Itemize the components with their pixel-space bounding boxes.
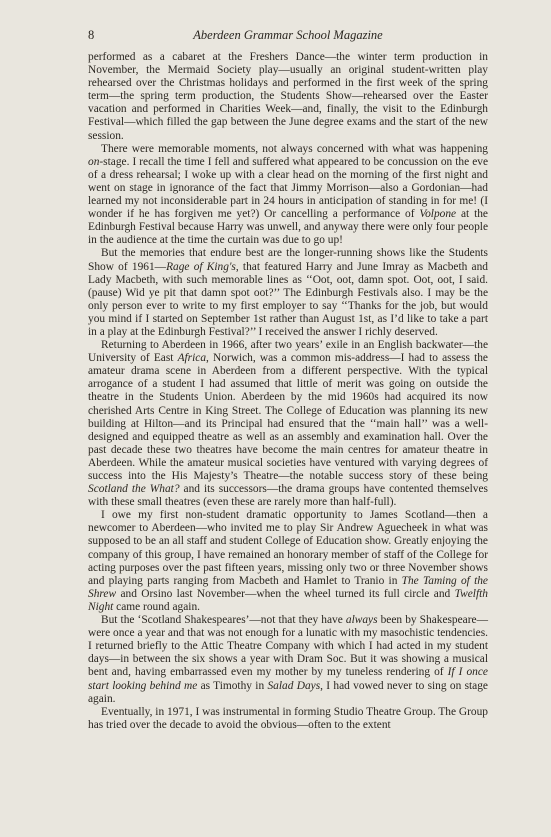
italic-title-text: Rage of King's [166,260,236,273]
text-run: been by Shakespeare—were once a year and that was not enough for a lunatic with my masochistic tendencies. I returned briefly to the Attic Theatre Company with which I had acted in my student days—in between the six shows a year with Dram Soc. But it was showing a musical bent and, having embarrassed even my mother by my tuneless rendering of [88,614,488,679]
text-run: and Orsino last November—when the wheel turned its full circle and [116,587,455,600]
text-run: , Norwich, was a common mis-address—I had to assess the amateur drama scene in Aberdeen from a different perspective. With the typical arrogance of a student I had assumed that little of merit was going on outside the theatre in the Students Union. Aberdeen by the mid 1960s had acquired its now cherished Arts Centre in King Street. The College of Education was planning its new building at Hilton—and its Principal had ensured that the ‘‘main hall’’ was a well-designed and equipped theatre as well as an assembly and examination hall. Over the past decade these two theatres have become the main centres for amateur theatre in Aberdeen. While the amateur musical societies have ventured with varying degrees of success into the His Majesty’s Theatre—the notable success story of these being [88,352,488,482]
article-body [88,51,488,732]
italic-title-text: always [345,614,378,627]
paragraph [88,247,488,339]
text-run: and its successors—the drama groups have contented themselves with these small theatres (even these are rarely more than half-full). [88,483,488,509]
text-run: , I had vowed never to sing on stage again. [88,679,488,705]
italic-title-text: on [88,155,100,168]
text-run: at the Edinburgh Festival because Harry was unwell, and anyway there were only four people in the audience at the time the curtain was due to go up! [88,208,488,247]
text-run: I owe my first non-student dramatic opportunity to James Scotland—then a newcomer to Aberdeen—who invited me to play Sir Andrew Aguecheek in what was supposed to be an all staff and student College of Education show. Greatly enjoying the company of this group, I have remained an honorary member of staff of the College for acting purposes over the past fifteen years, missing only two or three November shows and playing parts ranging from Macbeth and Hamlet to Tranio in [88,509,488,587]
text-run: as Timothy in [197,679,268,692]
paragraph [88,143,488,248]
page-number: 8 [88,28,95,42]
italic-title-text: Africa [177,352,207,365]
text-run: Eventually, in 1971, I was instrumental in forming Studio Theatre Group. The Group has tried over the decade to avoid the obvious—often to the extent [88,705,489,731]
page-header [88,28,488,44]
italic-title-text: Volpone [419,208,457,221]
italic-title-text: Scotland the What? [88,483,180,496]
text-run: , that featured Harry and June Imray as Macbeth and Lady Macbeth, with such memorable lines as ‘‘Oot, oot, damn spot. Oot, oot, I said. (pause) Wid ye pit that damn spot oot?’’ The Edinburgh Festivals also. I may be the only person ever to write to my first employer to say ‘‘Thanks for the job, but would you mind if I started on September 1st rather than August 1st, as I’d like to take a part in a play at the Edinburgh Festival?’’ I received the answer I richly deserved. [88,260,488,338]
italic-title-text: Twelfth Night [88,587,488,613]
italic-title-text: The Taming of the Shrew [88,574,488,600]
text-run: -stage. I recall the time I fell and suffered what appeared to be concussion on the eve of a dress rehearsal; I woke up with a clear head on the morning of the first night and went on stage in ignorance of the fact that Jimmy Morrison—also a Gordonian—had learned my not inconsiderable part in 24 hours in anticipation of standing in for me! (I wonder if he has forgiven me yet?) Or cancelling a performance of [88,155,488,221]
italic-title-text: If I once start looking behind me [88,666,488,692]
paragraph [88,51,488,143]
text-run: But the ‘Scotland Shakespeares’—not that they have [101,614,346,627]
text-run: Returning to Aberdeen in 1966, after two years’ exile in an English backwater—the University of East [88,339,488,365]
paragraph [88,614,488,706]
text-run: performed as a cabaret at the Freshers Dance—the winter term production in November, the Mermaid Society play—usually an original student-written play rehearsed over the Christmas holidays and performed in the first week of the spring term—the spring term production, the Students Show—rehearsed over the Easter vacation and performed in Charities Week—and, finally, the visit to the Edinburgh Festival—which filled the gap between the June degree exams and the start of the new session. [88,51,488,142]
text-run: But the memories that endure best are the longer-running shows like the Students Show of 1961— [88,247,488,273]
paragraph [88,339,488,509]
text-run: came round again. [113,600,200,613]
paragraph [88,509,488,614]
italic-title-text: Salad Days [267,679,321,692]
text-run: There were memorable moments, not always concerned with what was happening [101,142,488,155]
paragraph [88,706,488,732]
running-title: Aberdeen Grammar School Magazine [193,28,383,42]
